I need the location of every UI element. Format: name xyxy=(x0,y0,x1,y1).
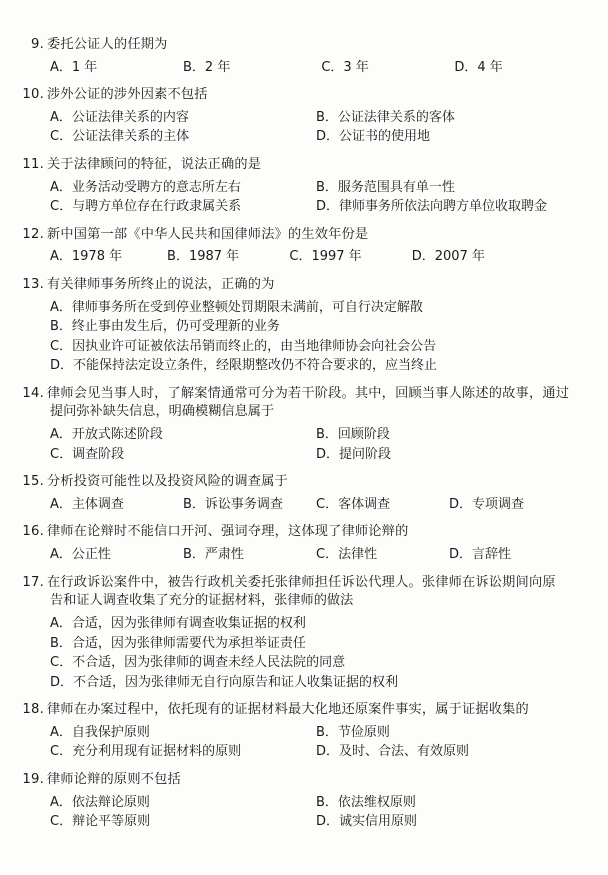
question-number: 17. xyxy=(22,574,44,590)
question-block xyxy=(20,523,582,564)
question-text: 律师会见当事人时，了解案情通常可分为若干阶段。其中，回顾当事人陈述的故事，通过 xyxy=(47,385,570,401)
question-block xyxy=(20,385,582,464)
question-number: 14. xyxy=(22,385,44,401)
question-block xyxy=(20,574,582,692)
option-d[interactable]: D．言辞性 xyxy=(449,547,512,563)
option-b[interactable]: B．回顾阶段 xyxy=(316,427,390,443)
option-a[interactable]: A．公正性 xyxy=(50,547,111,563)
option-list xyxy=(20,545,582,565)
option-b[interactable]: B．节俭原则 xyxy=(316,724,390,740)
question-block xyxy=(20,276,582,376)
question-text: 涉外公证的涉外因素不包括 xyxy=(47,87,208,103)
option-c[interactable]: C．因执业许可证被依法吊销而终止的，由当地律师协会向社会公告 xyxy=(50,338,437,354)
option-b[interactable]: B．1987 年 xyxy=(167,249,240,265)
option-d[interactable]: D．公证书的使用地 xyxy=(316,129,431,145)
question-number: 15. xyxy=(22,474,44,490)
option-b[interactable]: B．终止事由发生后，仍可受理新的业务 xyxy=(50,319,280,335)
question-stem xyxy=(20,523,582,542)
option-d[interactable]: D．不能保持法定设立条件，经限期整改仍不符合要求的，应当终止 xyxy=(50,358,438,374)
option-c[interactable]: C．辩论平等原则 xyxy=(50,814,151,830)
option-row xyxy=(50,445,582,465)
question-block xyxy=(20,771,582,832)
question-number: 13. xyxy=(22,276,44,292)
option-list xyxy=(20,614,582,692)
option-row xyxy=(50,425,582,445)
question-stem xyxy=(20,36,582,55)
option-c[interactable]: C．1997 年 xyxy=(289,249,362,265)
option-list xyxy=(20,178,582,217)
option-b[interactable]: B．2 年 xyxy=(183,59,231,75)
option-a[interactable]: A．合适，因为张律师有调查收集证据的权利 xyxy=(50,616,306,632)
option-b[interactable]: B．严肃性 xyxy=(183,547,244,563)
question-number: 11. xyxy=(22,156,44,172)
option-a[interactable]: A．开放式陈述阶段 xyxy=(50,427,163,443)
option-b[interactable]: B．公证法律关系的客体 xyxy=(316,109,455,125)
question-number: 19. xyxy=(22,771,44,787)
option-a[interactable]: A．业务活动受聘方的意志所左右 xyxy=(50,179,241,195)
question-stem xyxy=(20,276,582,295)
question-block xyxy=(20,156,582,217)
option-row xyxy=(50,614,582,634)
option-d[interactable]: D．不合适，因为张律师无自行向原告和证人收集证据的权利 xyxy=(50,674,399,690)
question-stem xyxy=(20,771,582,790)
question-block xyxy=(20,701,582,762)
option-row xyxy=(50,545,582,565)
question-text: 新中国第一部《中华人民共和国律师法》的生效年份是 xyxy=(47,226,369,242)
option-row xyxy=(50,127,582,147)
option-row xyxy=(50,247,582,267)
option-list xyxy=(20,793,582,832)
option-d[interactable]: D．提问阶段 xyxy=(316,446,392,462)
option-d[interactable]: D．4 年 xyxy=(454,59,503,75)
option-row xyxy=(50,178,582,198)
question-block xyxy=(20,473,582,514)
question-stem xyxy=(20,574,582,593)
option-b[interactable]: B．诉讼事务调查 xyxy=(183,496,283,512)
option-c[interactable]: C．3 年 xyxy=(321,59,369,75)
option-row xyxy=(50,723,582,743)
option-a[interactable]: A．依法辩论原则 xyxy=(50,794,150,810)
option-d[interactable]: D．及时、合法、有效原则 xyxy=(316,744,470,760)
option-row xyxy=(50,793,582,813)
option-d[interactable]: D．律师事务所依法向聘方单位收取聘金 xyxy=(316,199,548,215)
option-list xyxy=(20,495,582,515)
question-stem xyxy=(20,86,582,105)
option-list xyxy=(20,58,582,78)
option-b[interactable]: B．合适，因为张律师需要代为承担举证责任 xyxy=(50,635,306,651)
option-list xyxy=(20,298,582,376)
option-row xyxy=(50,812,582,832)
option-row xyxy=(50,356,582,376)
option-c[interactable]: C．与聘方单位存在行政隶属关系 xyxy=(50,199,242,215)
option-row xyxy=(50,317,582,337)
question-text-continued: 提问弥补缺失信息，明确模糊信息属于 xyxy=(50,404,275,420)
option-list xyxy=(20,247,582,267)
question-number: 12. xyxy=(22,226,44,242)
question-stem xyxy=(20,473,582,492)
option-row xyxy=(50,634,582,654)
option-d[interactable]: D．专项调查 xyxy=(449,496,525,512)
question-number: 9. xyxy=(31,37,44,52)
option-c[interactable]: C．客体调查 xyxy=(316,496,391,512)
question-text-continued: 告和证人调查收集了充分的证据材料，张律师的做法 xyxy=(50,593,354,609)
question-block xyxy=(20,36,582,77)
question-text: 律师在论辩时不能信口开河、强词夺理，这体现了律师论辩的 xyxy=(47,524,409,540)
option-c[interactable]: C．法律性 xyxy=(316,547,378,563)
question-number: 16. xyxy=(22,524,44,540)
option-row xyxy=(50,337,582,357)
option-a[interactable]: A．律师事务所在受到停业整顿处罚期限未满前，可自行决定解散 xyxy=(50,299,423,315)
option-row xyxy=(50,298,582,318)
option-list xyxy=(20,425,582,464)
option-list xyxy=(20,723,582,762)
question-number: 10. xyxy=(22,87,44,103)
option-c[interactable]: C．调查阶段 xyxy=(50,446,125,462)
option-list xyxy=(20,108,582,147)
question-text: 在行政诉讼案件中，被告行政机关委托张律师担任诉讼代理人。张律师在诉讼期间向原 xyxy=(47,574,556,590)
question-text: 关于法律顾问的特征，说法正确的是 xyxy=(47,156,262,172)
option-row xyxy=(50,495,582,515)
option-a[interactable]: A．公证法律关系的内容 xyxy=(50,109,189,125)
question-text: 律师在办案过程中，依托现有的证据材料最大化地还原案件事实，属于证据收集的 xyxy=(47,702,529,718)
question-stem xyxy=(20,226,582,245)
option-a[interactable]: A．主体调查 xyxy=(50,496,124,512)
option-row xyxy=(50,108,582,128)
question-text: 有关律师事务所终止的说法，正确的为 xyxy=(47,276,275,292)
option-row xyxy=(50,673,582,693)
option-a[interactable]: A．自我保护原则 xyxy=(50,724,150,740)
question-text: 律师论辩的原则不包括 xyxy=(47,771,181,787)
option-c[interactable]: C．充分利用现有证据材料的原则 xyxy=(50,744,242,760)
question-stem xyxy=(20,701,582,720)
option-b[interactable]: B．依法维权原则 xyxy=(316,794,416,810)
question-number: 18. xyxy=(22,702,44,718)
option-b[interactable]: B．服务范围具有单一性 xyxy=(316,179,455,195)
option-d[interactable]: D．2007 年 xyxy=(411,249,485,265)
option-row xyxy=(50,58,582,78)
question-text: 委托公证人的任期为 xyxy=(47,37,168,52)
question-block xyxy=(20,226,582,267)
option-a[interactable]: A．1 年 xyxy=(50,59,98,75)
question-block xyxy=(20,86,582,147)
option-a[interactable]: A．1978 年 xyxy=(50,249,123,265)
option-row xyxy=(50,653,582,673)
question-stem xyxy=(20,156,582,175)
option-c[interactable]: C．公证法律关系的主体 xyxy=(50,129,190,145)
question-stem xyxy=(20,385,582,404)
option-row xyxy=(50,197,582,217)
option-row xyxy=(50,742,582,762)
question-text: 分析投资可能性以及投资风险的调查属于 xyxy=(47,474,288,490)
option-d[interactable]: D．诚实信用原则 xyxy=(316,814,418,830)
option-c[interactable]: C．不合适，因为张律师的调查未经人民法院的同意 xyxy=(50,655,346,671)
